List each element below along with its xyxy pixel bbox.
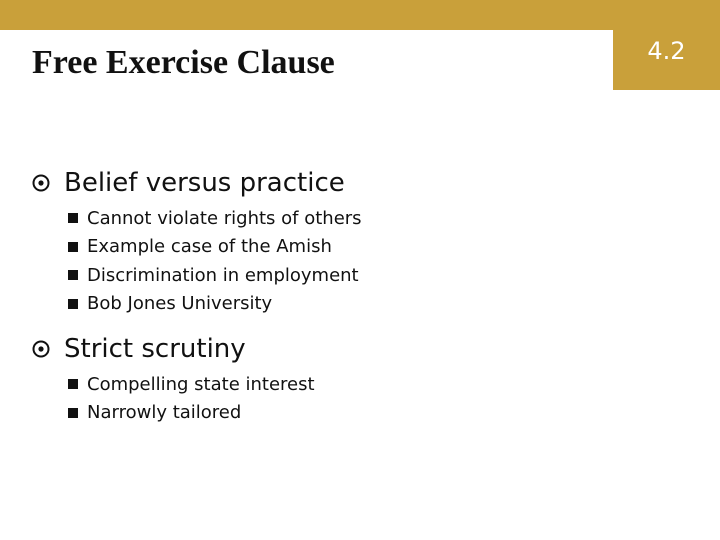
list-item-text: Example case of the Amish xyxy=(87,236,332,258)
list-item-text: Discrimination in employment xyxy=(87,264,359,286)
section-strict-scrutiny xyxy=(32,328,362,427)
slide-content xyxy=(32,162,362,427)
list-item-text: Bob Jones University xyxy=(87,293,273,315)
slide-number-badge xyxy=(613,12,720,90)
slide-title: Free Exercise Clause xyxy=(32,44,335,81)
circle-dot-icon xyxy=(32,340,50,358)
circle-dot-icon xyxy=(32,174,50,192)
square-bullet-icon xyxy=(68,408,78,418)
section-heading-text: Strict scrutiny xyxy=(64,334,246,364)
list-item xyxy=(68,261,362,290)
slide-number: 4.2 xyxy=(647,37,686,65)
section-belief-versus-practice xyxy=(32,162,362,318)
top-accent-bar xyxy=(0,0,720,30)
list-item xyxy=(68,233,362,262)
section-heading xyxy=(32,328,362,370)
list-item xyxy=(68,370,362,399)
section-heading-text: Belief versus practice xyxy=(64,168,345,198)
list-item xyxy=(68,290,362,319)
square-bullet-icon xyxy=(68,299,78,309)
square-bullet-icon xyxy=(68,270,78,280)
list-item-text: Narrowly tailored xyxy=(87,402,242,424)
square-bullet-icon xyxy=(68,379,78,389)
square-bullet-icon xyxy=(68,213,78,223)
list-item-text: Compelling state interest xyxy=(87,373,315,395)
square-bullet-icon xyxy=(68,242,78,252)
list-item-text: Cannot violate rights of others xyxy=(87,207,362,229)
list-item xyxy=(68,399,362,428)
section-heading xyxy=(32,162,362,204)
list-item xyxy=(68,204,362,233)
